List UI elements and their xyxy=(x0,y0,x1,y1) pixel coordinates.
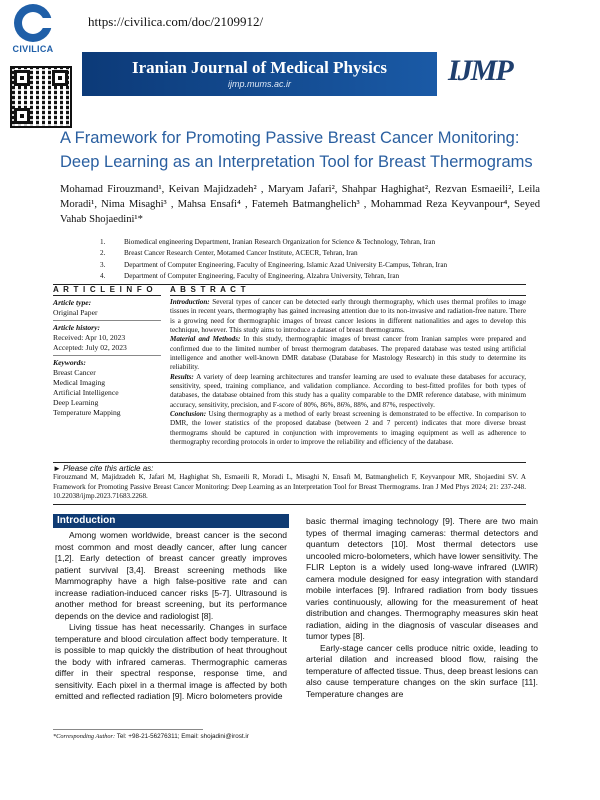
journal-name: Iranian Journal of Medical Physics xyxy=(131,58,387,77)
keyword: Temperature Mapping xyxy=(53,408,121,417)
footnote-divider xyxy=(53,729,203,730)
divider xyxy=(170,295,526,296)
ijmp-logo xyxy=(448,54,532,94)
civilica-brand: CIVILICA xyxy=(12,44,54,54)
affiliation-list xyxy=(100,237,540,283)
affiliation-item: 1. Biomedical engineering Department, Iranian Research Organization for Science & Technology, Tehran, Iran xyxy=(100,238,436,246)
introduction-heading: Introduction xyxy=(53,514,289,528)
civilica-c-icon xyxy=(14,4,52,42)
keyword: Artificial Intelligence xyxy=(53,388,119,397)
abstract-heading: A B S T R A C T xyxy=(170,285,247,294)
keyword: Medical Imaging xyxy=(53,378,106,387)
citation-text: Firouzmand M, Majidzadeh K, Jafari M, Haghighat Sh, Esmaeili R, Moradi L, Misaghi N, Ensafi M, Batmanghelich F, Keyvanpour MR, Shojaedini SV. A Framework for Promoting Passive Breast Cancer Monitoring: Deep Learning as an Interpretation Tool for Breast Thermograms. Iran J Med Phys 2024; 21: 237-248. 10.22038/ijmp.2023.71683.2268. xyxy=(53,473,526,500)
citation-block xyxy=(53,464,526,501)
paragraph: Among women worldwide, breast cancer is the second most common and most deadly cancer, after lung cancer [1,2]. Early detection of breast cancer greatly improves patient survival [3,4]. Breast screening methods like Mammography have a high false-positive rate and can increase radiation-induced cancer risks [5-7]. Ultrasound is another method for breast screening, but its performance depends on the device and radiologist [8]. xyxy=(55,530,287,621)
article-info-heading: A R T I C L E I N F O xyxy=(53,285,154,294)
divider xyxy=(53,462,526,463)
divider xyxy=(53,355,161,356)
journal-site[interactable]: ijmp.mums.ac.ir xyxy=(227,79,291,89)
corresponding-author-footnote: *Corresponding Author: Tel: +98-21-56276311; Email: shojadini@irost.ir xyxy=(53,733,249,740)
affiliation-item: 4. Department of Computer Engineering, Faculty of Engineering, Alzahra University, Tehran, Iran xyxy=(100,272,400,281)
document-url[interactable]: https://civilica.com/doc/2109912/ xyxy=(88,14,264,29)
paragraph: basic thermal imaging technology [9]. There are two main types of thermal imaging cameras: thermal detectors and quantum detectors [10]. Most thermal detectors use uncooled micro-bolometers, which have lower sensitivity. The FLIR Lepton is a widely used long-wave infrared (LWIR) camera module designed for easy integration with standard mobile interfaces [9]. Infrared radiation from body tissues varies continuously, allowing for the measurement of heat distribution and changes. Thermography measures skin heat radiation, aiding in the diagnosis of vascular diseases and tumor types [8]. xyxy=(306,516,538,641)
affiliation-item: 3. Department of Computer Engineering, Faculty of Engineering, Islamic Azad University E-Campus, Tehran, Iran xyxy=(100,260,448,269)
journal-banner xyxy=(82,52,437,96)
affiliation-item: 2. Breast Cancer Research Center, Motamed Cancer Institute, ACECR, Tehran, Iran xyxy=(100,249,358,258)
article-history: Article history: Received: Apr 10, 2023 Accepted: July 02, 2023 xyxy=(53,323,127,352)
article-type: Article type: Original Paper xyxy=(53,298,98,317)
keyword: Deep Learning xyxy=(53,398,99,407)
paragraph: Living tissue has heat necessarily. Changes in surface temperature and blood circulation affect body temperature. It is possible to map quickly the distribution of heat throughout the body with infrared cameras. Thermographic cameras differ in their spectral response, response time, and sensitivity. Each pixel in a thermal image is affected by both emitted and reflected radiation [9]. Micro bolometers provide xyxy=(55,622,287,701)
body-column-right xyxy=(306,516,538,700)
body-column-left xyxy=(55,530,287,703)
keywords-block: Keywords: Breast Cancer Medical Imaging Artificial Intelligence Deep Learning Temperature Mapping xyxy=(53,358,161,418)
divider xyxy=(53,295,161,296)
citation-heading: ► Please cite this article as: xyxy=(53,464,154,473)
divider xyxy=(53,504,526,505)
paper-title-line2: Deep Learning as an Interpretation Tool for Breast Thermograms xyxy=(60,153,533,171)
paper-title xyxy=(60,126,560,174)
ijmp-logo-text: IJMP xyxy=(448,54,512,87)
paper-title-line1: A Framework for Promoting Passive Breast Cancer Monitoring: xyxy=(60,129,520,147)
paragraph: Early-stage cancer cells produce nitric oxide, leading to arterial dilation and increased blood flow, raising the temperature of affected tissue. Thus, deep breast lesions can also cause temperature changes on the skin surface [11]. Temperature changes are xyxy=(306,642,538,699)
abstract-body: Introduction: Several types of cancer can be detected early through thermography, which uses thermal profiles to image tissues in recent years, thermography has gained increasing attention due to its non-invasive and radiation-free nature. There is a growing need for thermographic images of breast cancer lesions in different nationalities and ages to develop this technique, however. This study aims to introduce a dataset of breast thermograms. Material and Methods: In this study, thermographic images of breast cancer from Iranian samples were prepared and confirmed due to the limited number of breast thermogram databases. The prepared database was tested using artificial intelligence and another well-known DMR database (Database for Mastology Research) in this study to determine its reliability. Results: A variety of deep learning architectures and transfer learning are used to evaluate these databases for accuracy, sensitivity, speed, training compliance, and validation compliance. According to best-fitted profiles for both types of databases, the database obtained from this study has a quality comparable to the DMR reference database, with minimum accuracy, sensitivity, precision, and F-score of 80%, 86%, 86%, 88%, and 87%, respectively. Conclusion: Using thermography as a method of early breast screening is demonstrated to be effective. In comparison to DMR, the lower statistics of the proposed database (between 2 and 7 percent) indicates that more diverse breast thermograms should be captured in conjunction with improvements to imaging equipment as well as adherence to thermography recording protocols in order to improve the reliability and efficiency of the database. xyxy=(170,298,526,447)
author-list: Mohamad Firouzmand¹, Keivan Majidzadeh² , Maryam Jafari², Shahpar Haghighat², Rezvan Esmaeili², Leila Moradi¹, Nima Misaghi³ , Mahsa Ensafi⁴ , Fatemeh Batmanghelich³ , Mohammad Reza Keyvanpour⁴, Seyed Vahab Shojaedini¹* xyxy=(60,184,540,225)
keyword: Breast Cancer xyxy=(53,368,96,377)
civilica-logo[interactable] xyxy=(8,4,58,60)
divider xyxy=(53,320,161,321)
qr-code-icon xyxy=(10,66,72,128)
